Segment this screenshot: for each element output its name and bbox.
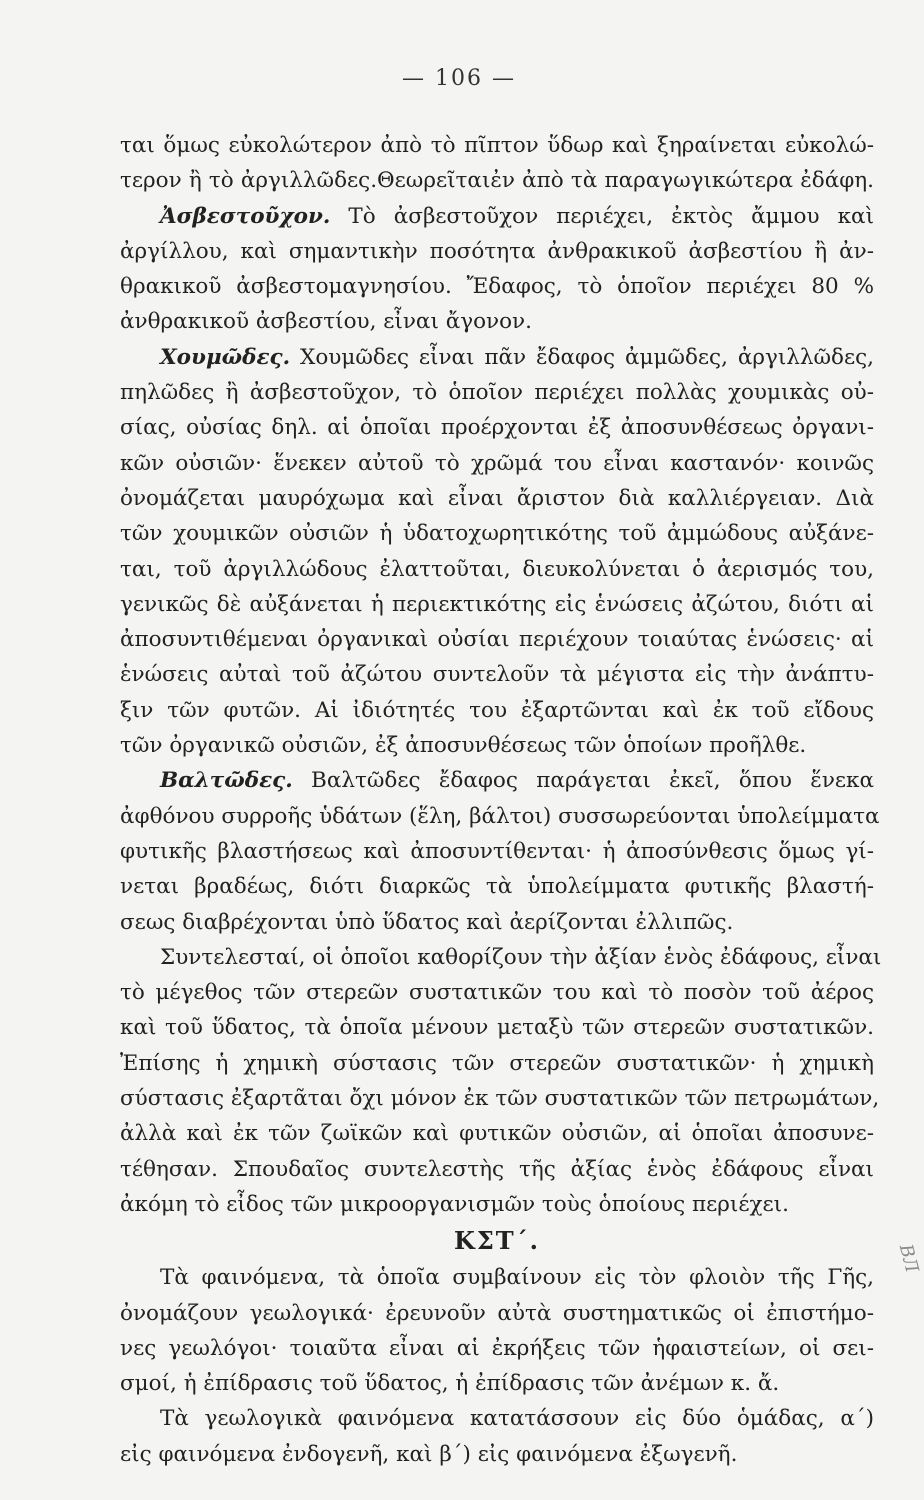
text-line: ἀλλὰ καὶ ἐκ τῶν ζωϊκῶν καὶ φυτικῶν οὐσιῶν, αἱ ὁποῖαι ἀποσυνε- <box>120 1121 874 1147</box>
text-line: θρακικοῦ ἀσβεστομαγνησίου. Ἔδαφος, τὸ ὁποῖον περιέχει 80 % <box>120 274 874 300</box>
text-line: τῶν χουμικῶν οὐσιῶν ἡ ὑδατοχωρητικότης τοῦ ἀμμώδους αὐξάνε- <box>120 521 874 547</box>
text-line: πηλῶδες ἢ ἀσβεστοῦχον, τὸ ὁποῖον περιέχει πολλὰς χουμικὰς οὐ- <box>120 380 874 406</box>
page-number: — 106 — <box>402 66 516 91</box>
text-line: ται ὅμως εὐκολώτερον ἀπὸ τὸ πῖπτον ὕδωρ καὶ ξηραίνεται εὐκολώ- <box>120 133 874 158</box>
text-line: ἑνώσεις αὐταὶ τοῦ ἀζώτου συντελοῦν τὰ μέγιστα εἰς τὴν ἀνάπτυ- <box>120 662 874 688</box>
text-line: ται, τοῦ ἀργιλλώδους ἐλαττοῦται, διευκολύνεται ὁ ἀερισμός του, <box>120 556 874 582</box>
text-line: τερον ἢ τὸ ἀργιλλῶδες.Θεωρεῖταιἐν ἀπὸ τὰ παραγωγικώτερα ἐδάφη. <box>120 168 874 194</box>
subsection-headword: Βαλτῶδες. <box>160 768 293 794</box>
text-line: φυτικῆς βλαστήσεως καὶ ἀποσυντίθενται· ἡ ἀποσύνθεσις ὅμως γί- <box>120 838 874 864</box>
text-line: ξιν τῶν φυτῶν. Αἱ ἰδιότητές του ἐξαρτῶνται καὶ ἐκ τοῦ εἴδους <box>120 697 874 723</box>
text-line: νες γεωλόγοι· τοιαῦτα εἶναι αἱ ἐκρήξεις τῶν ἡφαιστείων, οἱ σει- <box>120 1335 874 1361</box>
text-line: σεως διαβρέχονται ὑπὸ ὕδατος καὶ ἀερίζονται ἐλλιπῶς. <box>120 909 734 935</box>
text-line: ἀκόμη τὸ εἶδος τῶν μικροοργανισμῶν τοὺς ὁποίους περιέχει. <box>120 1191 789 1217</box>
paragraph-valtodes-line: Βαλτῶδες. Βαλτῶδες ἔδαφος παράγεται ἐκεῖ, ὅπου ἕνεκα <box>160 768 874 794</box>
text-line: τῶν ὀργανικῶ οὐσιῶν, ἐξ ἀποσυνθέσεως τῶν ὁποίων προῆλθε. <box>120 733 807 759</box>
text-line: καὶ τοῦ ὕδατος, τὰ ὁποῖα μένουν μεταξὺ τῶν στερεῶν συστατικῶν. <box>120 1015 874 1041</box>
section-heading: ΚΣΤ΄. <box>453 1226 541 1256</box>
text-line: ἀποσυντιθέμεναι ὀργανικαὶ οὐσίαι περιέχουν τοιαύτας ἑνώσεις· αἱ <box>120 627 874 653</box>
document-body <box>120 128 882 1472</box>
text-line: Ἐπίσης ἡ χημικὴ σύστασις τῶν στερεῶν συστατικῶν· ἡ χημικὴ <box>120 1050 874 1076</box>
text-line: γενικῶς δὲ αὐξάνεται ἡ περιεκτικότης εἰς ἑνώσεις ἀζώτου, διότι αἱ <box>120 591 874 617</box>
text-line: ἀργίλλου, καὶ σημαντικὴν ποσότητα ἀνθρακικοῦ ἀσβεστίου ἢ ἀν- <box>120 238 874 264</box>
text-line: σμοί, ἡ ἐπίδρασις τοῦ ὕδατος, ἡ ἐπίδρασις τῶν ἀνέμων κ. ἄ. <box>120 1371 780 1397</box>
paragraph-phainomena-line: Τὰ φαινόμενα, τὰ ὁποῖα συμβαίνουν εἰς τὸν φλοιὸν τῆς Γῆς, <box>160 1265 874 1291</box>
text-line: νεται βραδέως, διότι διαρκῶς τὰ ὑπολείμματα φυτικῆς βλαστή- <box>120 874 874 900</box>
handwritten-mark: ВЛ <box>894 1242 923 1275</box>
text-line: κῶν οὐσιῶν· ἕνεκεν αὐτοῦ τὸ χρῶμά του εἶναι καστανόν· κοινῶς <box>120 450 874 476</box>
text-line: σύστασις ἐξαρτᾶται ὄχι μόνον ἐκ τῶν συστατικῶν τῶν πετρωμάτων, <box>120 1086 880 1112</box>
text-line: σίας, οὐσίας δηλ. αἱ ὁποῖαι προέρχονται ἐξ ἀποσυνθέσεως ὀργανι- <box>120 415 874 441</box>
text-line: ὀνομάζουν γεωλογικά· ἐρευνοῦν αὐτὰ συστηματικῶς οἱ ἐπιστήμο- <box>120 1300 874 1326</box>
paragraph-geologika-line: Τὰ γεωλογικὰ φαινόμενα κατατάσσουν εἰς δύο ὁμάδας, α΄) <box>160 1406 874 1432</box>
text-line: τὸ μέγεθος τῶν στερεῶν συστατικῶν του καὶ τὸ ποσὸν τοῦ ἀέρος <box>120 980 874 1006</box>
text-line: ἀνθρακικοῦ ἀσβεστίου, εἶναι ἄγονον. <box>120 309 532 335</box>
text-line: τέθησαν. Σπουδαῖος συντελεστὴς τῆς ἀξίας ἑνὸς ἐδάφους εἶναι <box>120 1156 874 1182</box>
paragraph-asvestouchon-line: Ἀσβεστοῦχον. Τὸ ἀσβεστοῦχον περιέχει, ἐκτὸς ἄμμου καὶ <box>160 203 874 229</box>
paragraph-choumodes-line: Χουμῶδες. Χουμῶδες εἶναι πᾶν ἔδαφος ἀμμῶδες, ἀργιλλῶδες, <box>160 344 874 370</box>
paragraph-syntelestai-line: Συντελεσταί, οἱ ὁποῖοι καθορίζουν τὴν ἀξίαν ἑνὸς ἐδάφους, εἶναι <box>160 944 882 970</box>
text-line: ὀνομάζεται μαυρόχωμα καὶ εἶναι ἄριστον διὰ καλλιέργειαν. Διὰ <box>120 485 874 511</box>
text-line: εἰς φαινόμενα ἐνδογενῆ, καὶ β΄) εἰς φαινόμενα ἐξωγενῆ. <box>120 1441 738 1467</box>
subsection-headword: Ἀσβεστοῦχον. <box>160 203 331 229</box>
text-line: ἀφθόνου συρροῆς ὑδάτων (ἕλη, βάλτοι) συσσωρεύονται ὑπολείμματα <box>120 803 880 829</box>
subsection-headword: Χουμῶδες. <box>160 344 291 370</box>
